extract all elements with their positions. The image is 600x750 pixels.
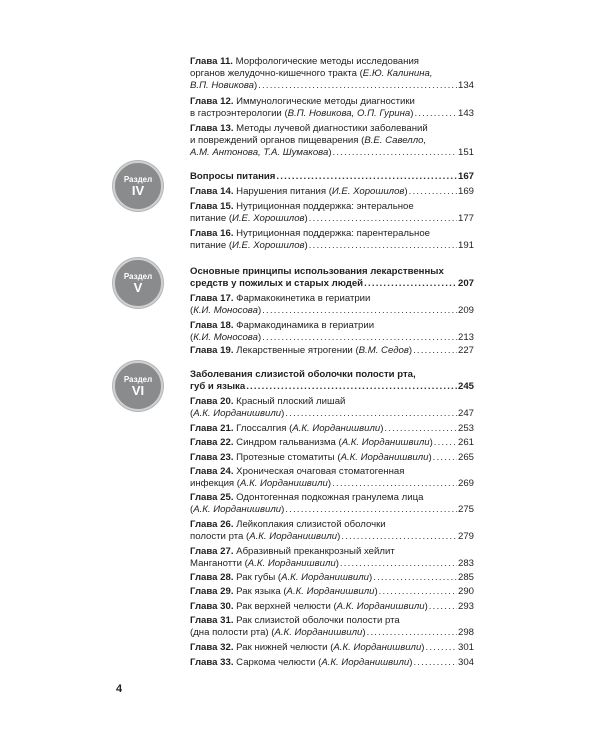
dot-leader (262, 332, 457, 344)
toc-page-number: 227 (457, 345, 474, 356)
toc-entry-title-line: В.П. Новикова) (190, 80, 258, 91)
toc-entry-title-line: (дна полости рта) (А.К. Иорданишвили) (190, 627, 366, 638)
dot-leader (409, 186, 457, 198)
toc-entry-title-line: Глава 19. Лекарственные ятрогении (В.М. Седов) (190, 345, 413, 356)
toc-entry-leader-row (190, 586, 474, 598)
section-badge-numeral: IV (131, 183, 145, 198)
page-number: 4 (116, 683, 123, 695)
toc-entry-leader-row (190, 627, 474, 639)
toc-entry-leader-row (190, 452, 474, 464)
toc-entry-leader-row (190, 657, 474, 669)
toc-page-number: 207 (457, 278, 474, 289)
toc-entry-title-line: в гастроэнтерологии (В.П. Новикова, О.П. Гурина) (190, 108, 414, 119)
toc-entry-title-line: инфекция (А.К. Иорданишвили) (190, 478, 332, 489)
toc-entry-leader-row (190, 332, 474, 344)
toc-entry-title-line: А.М. Антонова, Т.А. Шумакова) (190, 147, 332, 158)
toc-entry-title-line: и повреждений органов пищеварения (В.Е. Савелло, (190, 135, 427, 146)
toc-entry-title-line: Глава 20. Красный плоский лишай (190, 396, 346, 407)
toc-entry-title-line: Глава 16. Нутриционная поддержка: парентеральное (190, 228, 430, 239)
toc-entry-title-line: Глава 15. Нутриционная поддержка: энтеральное (190, 201, 414, 212)
toc-entry-leader-row (190, 381, 474, 393)
toc-entry-title-line: Глава 14. Нарушения питания (И.Е. Хорошилов) (190, 186, 408, 197)
toc-section-v-title (190, 266, 474, 290)
section-badge-label: Раздел (123, 375, 153, 384)
dot-leader (341, 531, 457, 543)
toc-page-number: 143 (457, 108, 474, 119)
dot-leader (246, 381, 457, 393)
dot-leader (364, 278, 457, 290)
dot-leader (413, 657, 457, 669)
toc-page-number: 213 (457, 332, 474, 343)
toc-entry-leader-row (190, 558, 474, 570)
section-badge-numeral: V (133, 280, 143, 295)
toc-page-number: 177 (457, 213, 474, 224)
toc-entry-leader-row (190, 423, 474, 435)
toc-entry-title-line: питание (И.Е. Хорошилов) (190, 240, 308, 251)
toc-entry-ch25 (190, 492, 474, 516)
toc-entry-ch23 (190, 452, 474, 464)
toc-entry-leader-row (190, 80, 474, 92)
dot-leader (332, 478, 457, 490)
toc-entry-leader-row (190, 108, 474, 120)
dot-leader (413, 345, 457, 357)
dot-leader (429, 601, 457, 613)
toc-entry-title-line: Глава 29. Рак языка (А.К. Иорданишвили) (190, 586, 378, 597)
section-badge-label: Раздел (123, 175, 153, 184)
toc-entry-ch17 (190, 293, 474, 317)
toc-entry-ch15 (190, 201, 474, 225)
dot-leader (340, 558, 457, 570)
section-badge-v (113, 258, 163, 308)
toc-entry-leader-row (190, 601, 474, 613)
toc-entry-ch14 (190, 186, 474, 198)
toc-entry-ch33 (190, 657, 474, 669)
toc-entry-title-line: Глава 31. Рак слизистой оболочки полости рта (190, 615, 400, 626)
toc-section-iv-title (190, 171, 474, 183)
dot-leader (434, 437, 457, 449)
toc-page-number: 269 (457, 478, 474, 489)
toc-page-number: 209 (457, 305, 474, 316)
dot-leader (309, 240, 457, 252)
dot-leader (414, 108, 457, 120)
dot-leader (258, 80, 457, 92)
toc-entry-leader-row (190, 642, 474, 654)
toc-entry-leader-row (190, 213, 474, 225)
toc-page-number: 304 (457, 657, 474, 668)
toc-entry-leader-row (190, 478, 474, 490)
toc-page-number: 301 (457, 642, 474, 653)
toc-entry-leader-row (190, 504, 474, 516)
dot-leader (367, 627, 457, 639)
toc-entry-ch19 (190, 345, 474, 357)
toc-entry-ch26 (190, 519, 474, 543)
toc-entry-ch11 (190, 56, 474, 92)
toc-entry-title-line: Глава 22. Синдром гальванизма (А.К. Иорданишвили) (190, 437, 433, 448)
toc-entry-ch30 (190, 601, 474, 613)
section-badge-iv (113, 161, 163, 211)
toc-entry-ch22 (190, 437, 474, 449)
toc-entry-leader-row (190, 278, 474, 290)
toc-entry-title-line: Глава 18. Фармакодинамика в гериатрии (190, 320, 375, 331)
section-badge-numeral: VI (131, 383, 145, 398)
toc-entry-leader-row (190, 408, 474, 420)
toc-entry-title-line: Манганотти (А.К. Иорданишвили) (190, 558, 339, 569)
section-badge-vi (113, 361, 163, 411)
toc-entry-ch13 (190, 123, 474, 159)
toc-entry-title-line: Глава 26. Лейкоплакия слизистой оболочки (190, 519, 386, 530)
dot-leader (285, 504, 457, 516)
toc-entry-title-line: Глава 24. Хроническая очаговая стоматогенная (190, 466, 405, 477)
toc-entry-title-line: Глава 27. Абразивный преканкрозный хейлит (190, 546, 395, 557)
toc-page-number: 275 (457, 504, 474, 515)
toc-entry-title-line: Глава 33. Саркома челюсти (А.К. Иорданишвили) (190, 657, 413, 668)
toc-entry-title-line: Глава 11. Морфологические методы исследования (190, 56, 419, 67)
dot-leader (433, 452, 457, 464)
toc-page-number: 245 (457, 381, 474, 392)
toc-entry-title-line: Глава 12. Иммунологические методы диагностики (190, 96, 415, 107)
toc-entry-title-line: Глава 32. Рак нижней челюсти (А.К. Иорданишвили) (190, 642, 425, 653)
toc-entry-title-line: Глава 23. Протезные стоматиты (А.К. Иорданишвили) (190, 452, 432, 463)
toc-entry-leader-row (190, 572, 474, 584)
toc-entry-title-line: Вопросы питания (190, 171, 276, 182)
toc-page-number: 283 (457, 558, 474, 569)
toc-page-number: 253 (457, 423, 474, 434)
toc-entry-ch31 (190, 615, 474, 639)
toc-entry-title-line: (К.И. Моносова) (190, 332, 262, 343)
toc-entry-ch29 (190, 586, 474, 598)
toc-entry-leader-row (190, 147, 474, 159)
toc-entry-title-line: Глава 13. Методы лучевой диагностики заболеваний (190, 123, 428, 134)
toc-page-number: 279 (457, 531, 474, 542)
toc-entry-leader-row (190, 171, 474, 183)
toc-entry-title-line: Глава 17. Фармакокинетика в гериатрии (190, 293, 371, 304)
dot-leader (384, 423, 457, 435)
toc-section-vi-title (190, 369, 474, 393)
toc-entry-title-line: питание (И.Е. Хорошилов) (190, 213, 308, 224)
toc-entry-ch21 (190, 423, 474, 435)
dot-leader (309, 213, 457, 225)
toc-entry-title-line: средств у пожилых и старых людей (190, 278, 364, 289)
toc-entry-title-line: губ и языка (190, 381, 246, 392)
toc-entry-ch18 (190, 320, 474, 344)
toc-entry-title-line: полости рта (А.К. Иорданишвили) (190, 531, 341, 542)
toc-page-number: 293 (457, 601, 474, 612)
toc-entry-title-line: (А.К. Иорданишвили) (190, 504, 285, 515)
toc-entry-ch32 (190, 642, 474, 654)
toc-page-number: 151 (457, 147, 474, 158)
dot-leader (379, 586, 457, 598)
toc-page-number: 167 (457, 171, 474, 182)
toc-entry-ch27 (190, 546, 474, 570)
toc-entry-title-line: Глава 28. Рак губы (А.К. Иорданишвили) (190, 572, 373, 583)
toc-entry-leader-row (190, 240, 474, 252)
toc-entry-title-line: Глава 25. Одонтогенная подкожная гранулема лица (190, 492, 424, 503)
toc-entry-leader-row (190, 531, 474, 543)
toc-entry-ch20 (190, 396, 474, 420)
toc-entry-title-line: Глава 30. Рак верхней челюсти (А.К. Иорданишвили) (190, 601, 428, 612)
toc-entry-title-line: Глава 21. Глоссалгия (А.К. Иорданишвили) (190, 423, 384, 434)
toc-page-number: 265 (457, 452, 474, 463)
dot-leader (285, 408, 457, 420)
toc-entry-leader-row (190, 345, 474, 357)
toc-entry-title-line: (А.К. Иорданишвили) (190, 408, 285, 419)
dot-leader (426, 642, 457, 654)
toc-entry-ch16 (190, 228, 474, 252)
toc-entry-ch12 (190, 96, 474, 120)
toc-page-number: 191 (457, 240, 474, 251)
toc-entry-leader-row (190, 437, 474, 449)
toc-page-number: 169 (457, 186, 474, 197)
toc-entry-title-line: Заболевания слизистой оболочки полости рта, (190, 369, 416, 380)
dot-leader (262, 305, 457, 317)
dot-leader (276, 171, 457, 183)
toc-page-number: 298 (457, 627, 474, 638)
toc-entry-ch24 (190, 466, 474, 490)
toc-page-number: 247 (457, 408, 474, 419)
toc-entry-leader-row (190, 186, 474, 198)
toc-page-number: 285 (457, 572, 474, 583)
dot-leader (333, 147, 457, 159)
toc-entry-title-line: органов желудочно-кишечного тракта (Е.Ю. Калинина, (190, 68, 433, 79)
toc-entry-leader-row (190, 305, 474, 317)
toc-page-number: 261 (457, 437, 474, 448)
toc-entry-title-line: (К.И. Моносова) (190, 305, 262, 316)
dot-leader (373, 572, 457, 584)
toc-page-number: 134 (457, 80, 474, 91)
section-badge-label: Раздел (123, 272, 153, 281)
toc-page-number: 290 (457, 586, 474, 597)
toc-entry-title-line: Основные принципы использования лекарственных (190, 266, 444, 277)
toc-entry-ch28 (190, 572, 474, 584)
